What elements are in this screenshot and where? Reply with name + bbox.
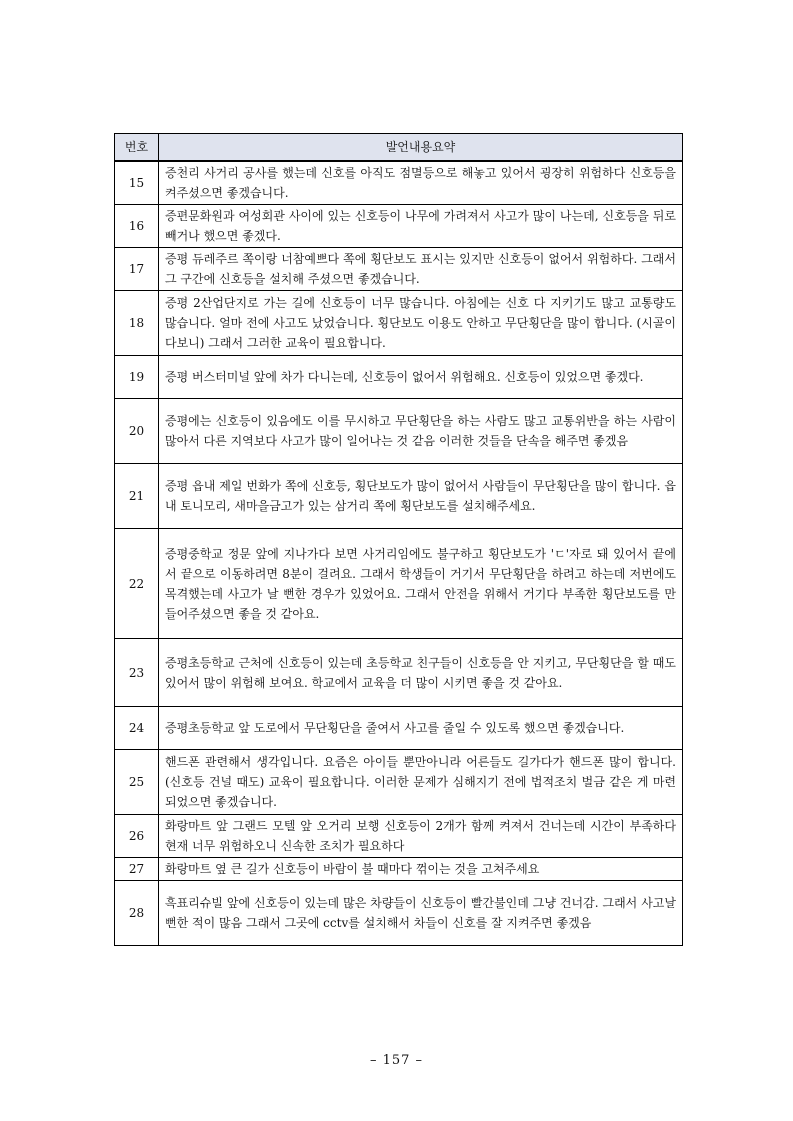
- row-text: 흑표리슈빌 앞에 신호등이 있는데 많은 차량들이 신호등이 빨간불인데 그냥 건너감. 그래서 사고날 뻔한 적이 많음 그래서 그곳에 cctv를 설치해서 차들이 신호를 잘 지켜주면 좋겠음: [159, 881, 683, 946]
- header-summary: 발언내용요약: [159, 134, 683, 162]
- row-number: 25: [115, 750, 159, 815]
- table-row: [115, 356, 683, 399]
- row-text: 증평초등학교 앞 도로에서 무단횡단을 줄여서 사고를 줄일 수 있도록 했으면 좋겠습니다.: [159, 707, 683, 750]
- row-text: 화랑마트 앞 그랜드 모텔 앞 오거리 보행 신호등이 2개가 함께 켜져서 건너는데 시간이 부족하다 현재 너무 위험하오니 신속한 조치가 필요하다: [159, 815, 683, 858]
- row-text: 증평 읍내 제일 번화가 쪽에 신호등, 횡단보도가 많이 없어서 사람들이 무단횡단을 많이 합니다. 읍내 토니모리, 새마을금고가 있는 삼거리 쪽에 횡단보도를 설치해주세요.: [159, 464, 683, 529]
- table-row: [115, 248, 683, 291]
- table-row: [115, 205, 683, 248]
- table-row: [115, 291, 683, 356]
- table-row: [115, 858, 683, 881]
- row-number: 26: [115, 815, 159, 858]
- row-number: 22: [115, 529, 159, 639]
- row-number: 27: [115, 858, 159, 881]
- table-header-row: [115, 134, 683, 162]
- table-row: [115, 815, 683, 858]
- speech-summary-table: [114, 133, 683, 946]
- row-text: 증평에는 신호등이 있음에도 이를 무시하고 무단횡단을 하는 사람도 많고 교통위반을 하는 사람이 많아서 다른 지역보다 사고가 많이 일어나는 것 같음 이러한 것들을 단속을 해주면 좋겠음: [159, 399, 683, 464]
- row-text: 증평중학교 정문 앞에 지나가다 보면 사거리임에도 불구하고 횡단보도가 'ㄷ'자로 돼 있어서 끝에서 끝으로 이동하려면 8분이 걸려요. 그래서 학생들이 거기서 무단횡단을 하려고 하는데 저번에도 목격했는데 사고가 날 뻔한 경우가 있었어요. 그래서 안전을 위해서 거기다 부족한 횡단보도를 만들어주셨으면 좋을 것 같아요.: [159, 529, 683, 639]
- row-text: 증평초등학교 근처에 신호등이 있는데 초등학교 친구들이 신호등을 안 지키고, 무단횡단을 할 때도 있어서 많이 위험해 보여요. 학교에서 교육을 더 많이 시키면 좋을 것 같아요.: [159, 639, 683, 707]
- row-number: 16: [115, 205, 159, 248]
- row-number: 23: [115, 639, 159, 707]
- table-row: [115, 464, 683, 529]
- table-row: [115, 707, 683, 750]
- table-row: [115, 881, 683, 946]
- row-text: 증평 2산업단지로 가는 길에 신호등이 너무 많습니다. 아침에는 신호 다 지키기도 많고 교통량도 많습니다. 얼마 전에 사고도 났었습니다. 횡단보도 이용도 안하고 무단횡단을 많이 합니다. (시골이다보니) 그래서 그러한 교육이 필요합니다.: [159, 291, 683, 356]
- table-row: [115, 399, 683, 464]
- row-number: 17: [115, 248, 159, 291]
- row-number: 18: [115, 291, 159, 356]
- table-row: [115, 750, 683, 815]
- row-number: 15: [115, 161, 159, 205]
- row-text: 증천리 사거리 공사를 했는데 신호를 아직도 점멸등으로 해놓고 있어서 굉장히 위험하다 신호등을 켜주셨으면 좋겠습니다.: [159, 161, 683, 205]
- row-number: 21: [115, 464, 159, 529]
- row-text: 핸드폰 관련해서 생각입니다. 요즘은 아이들 뿐만아니라 어른들도 길가다가 핸드폰 많이 합니다.(신호등 건널 때도) 교육이 필요합니다. 이러한 문제가 심해지기 전에 법적조치 벌금 같은 게 마련되었으면 좋겠습니다.: [159, 750, 683, 815]
- row-text: 증평 버스터미널 앞에 차가 다니는데, 신호등이 없어서 위험해요. 신호등이 있었으면 좋겠다.: [159, 356, 683, 399]
- row-text: 증편문화원과 여성회관 사이에 있는 신호등이 나무에 가려져서 사고가 많이 나는데, 신호등을 뒤로 빼거나 했으면 좋겠다.: [159, 205, 683, 248]
- row-text: 증평 듀레주르 쪽이랑 너참예쁘다 쪽에 횡단보도 표시는 있지만 신호등이 없어서 위험하다. 그래서 그 구간에 신호등을 설치해 주셨으면 좋겠습니다.: [159, 248, 683, 291]
- header-number: 번호: [115, 134, 159, 162]
- row-number: 19: [115, 356, 159, 399]
- table-row: [115, 161, 683, 205]
- row-number: 20: [115, 399, 159, 464]
- row-number: 24: [115, 707, 159, 750]
- row-text: 화랑마트 옆 큰 길가 신호등이 바람이 불 때마다 꺾이는 것을 고쳐주세요: [159, 858, 683, 881]
- table-row: [115, 529, 683, 639]
- table-row: [115, 639, 683, 707]
- page-number: – 157 –: [369, 1053, 424, 1068]
- row-number: 28: [115, 881, 159, 946]
